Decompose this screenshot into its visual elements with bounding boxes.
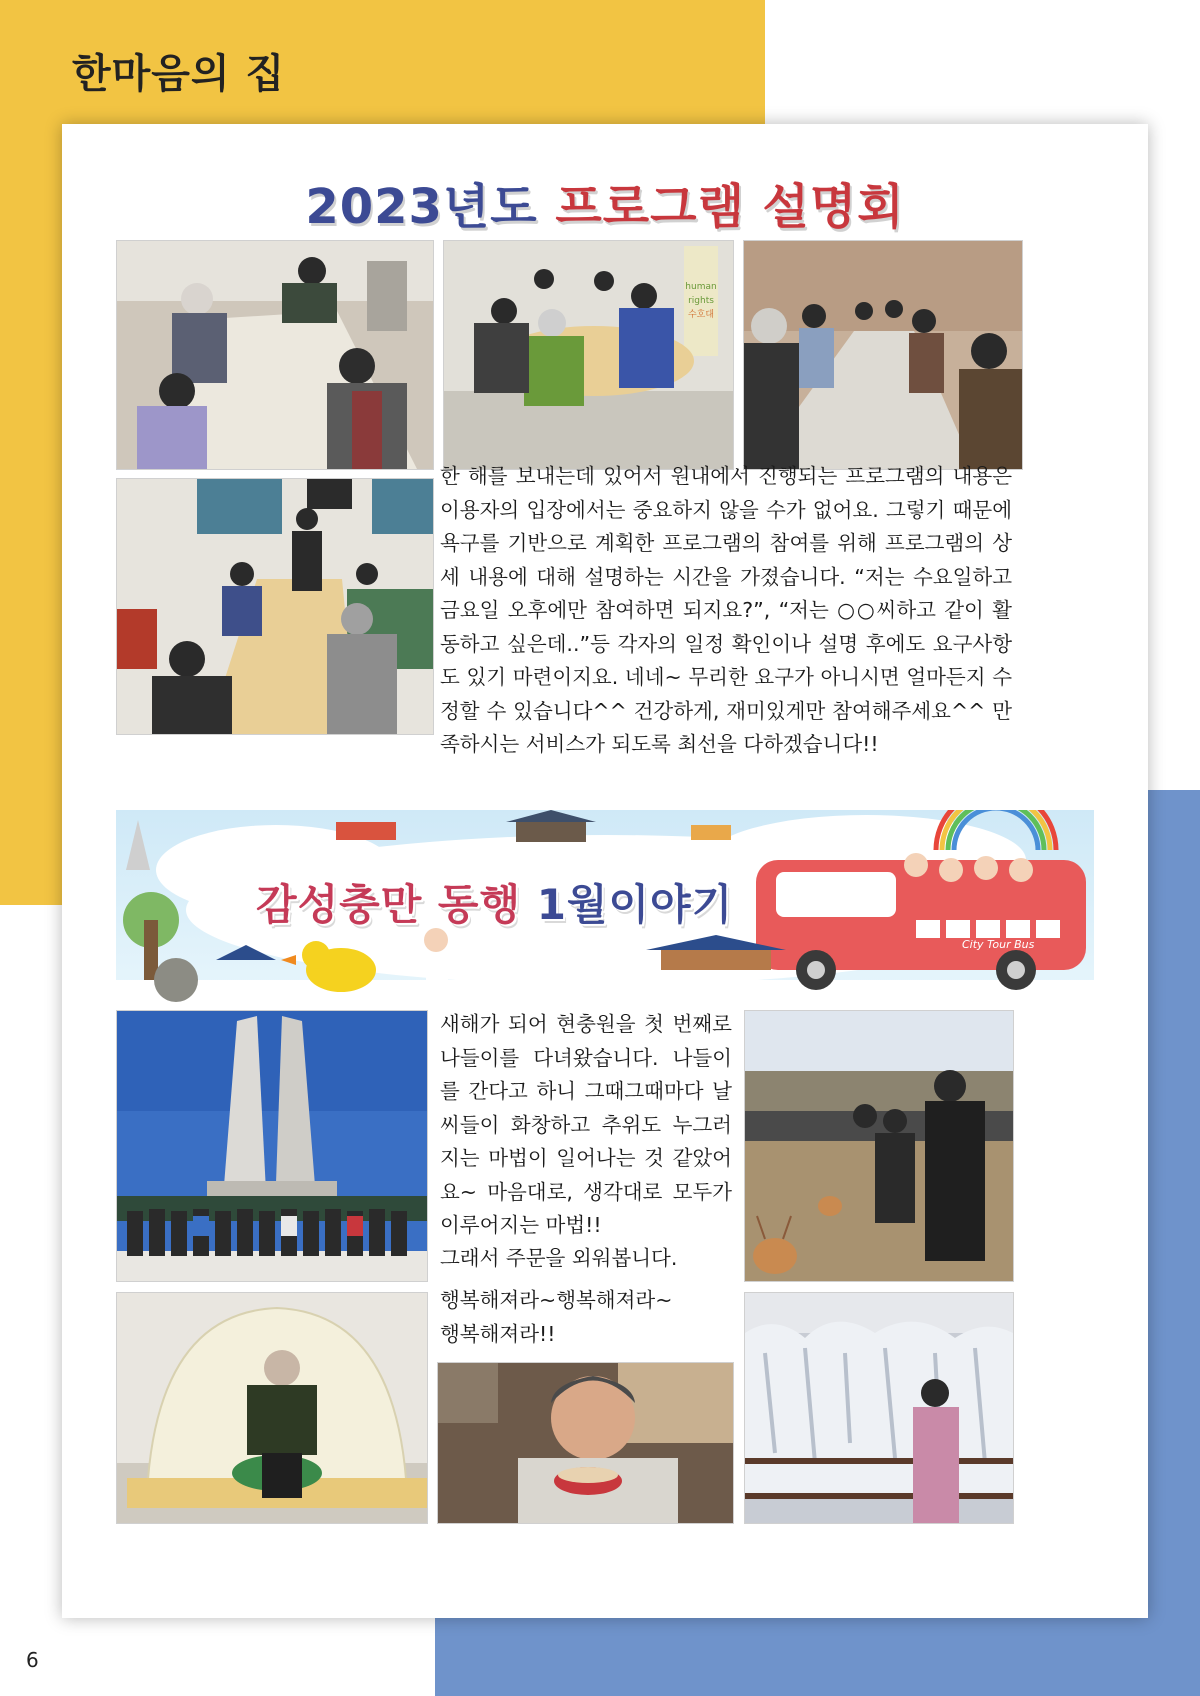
newsletter-card	[62, 124, 1148, 1618]
article2-body: 새해가 되어 현충원을 첫 번째로 나들이를 다녀왔습니다. 나들이를 간다고 하니 그때그때마다 날씨들이 화창하고 추위도 누그러지는 마법이 일어나는 것 같았어요~ 마음대로, 생각대로 모두가 이루어지는 마법!!	[440, 1012, 732, 1237]
article2-body-line2: 그래서 주문을 외워봅니다.	[440, 1246, 678, 1270]
photo-meeting-4	[116, 478, 434, 735]
poster-text-human: human	[685, 282, 717, 292]
photo-tent	[116, 1292, 428, 1524]
photo-coffee	[437, 1362, 734, 1524]
section-title: 한마음의 집	[72, 51, 286, 97]
photo-memorial-group	[116, 1010, 428, 1282]
photo-meeting-2	[443, 240, 734, 470]
poster-text-guard: 수호대	[687, 310, 715, 320]
photo-folk-village-game	[744, 1010, 1014, 1282]
photo-meeting-3	[743, 240, 1023, 470]
banner-title-accent: 1월이야기	[536, 880, 734, 929]
headline-rest: 프로그램 설명회	[555, 179, 905, 235]
headline-year: 2023년도	[305, 179, 538, 235]
chant-line-1: 행복해져라~행복해져라~	[440, 1288, 673, 1312]
article1-headline	[62, 168, 1148, 237]
city-tour-banner	[116, 810, 1094, 1006]
photo-ice-waterfall	[744, 1292, 1014, 1524]
bus-label: City Tour Bus	[962, 938, 1035, 951]
photo-meeting-1	[116, 240, 434, 470]
poster-text-rights: rights	[688, 296, 714, 306]
page-number: 6	[26, 1648, 39, 1672]
banner-title-main: 감성충만 동행	[256, 880, 522, 929]
banner-title	[256, 872, 733, 932]
article1-body: 한 해를 보내는데 있어서 원내에서 진행되는 프로그램의 내용은 이용자의 입장에서는 중요하지 않을 수가 없어요. 그렇기 때문에 욕구를 기반으로 계획한 프로그램의 참여를 위해 프로그램의 상세 내용에 대해 설명하는 시간을 가졌습니다. “저는 수요일하고 금요일 오후에만 참여하면 되지요?”, “저는 ○○씨하고 같이 활동하고 싶은데..”등 각자의 일정 확인이나 설명 후에도 요구사항도 있기 마련이지요. 네네~ 무리한 요구가 아니시면 얼마든지 수정할 수 있습니다^^ 건강하게, 재미있게만 참여해주세요^^ 만족하시는 서비스가 되도록 최선을 다하겠습니다!!	[440, 464, 1012, 756]
chant-line-2: 행복해져라!!	[440, 1322, 556, 1346]
